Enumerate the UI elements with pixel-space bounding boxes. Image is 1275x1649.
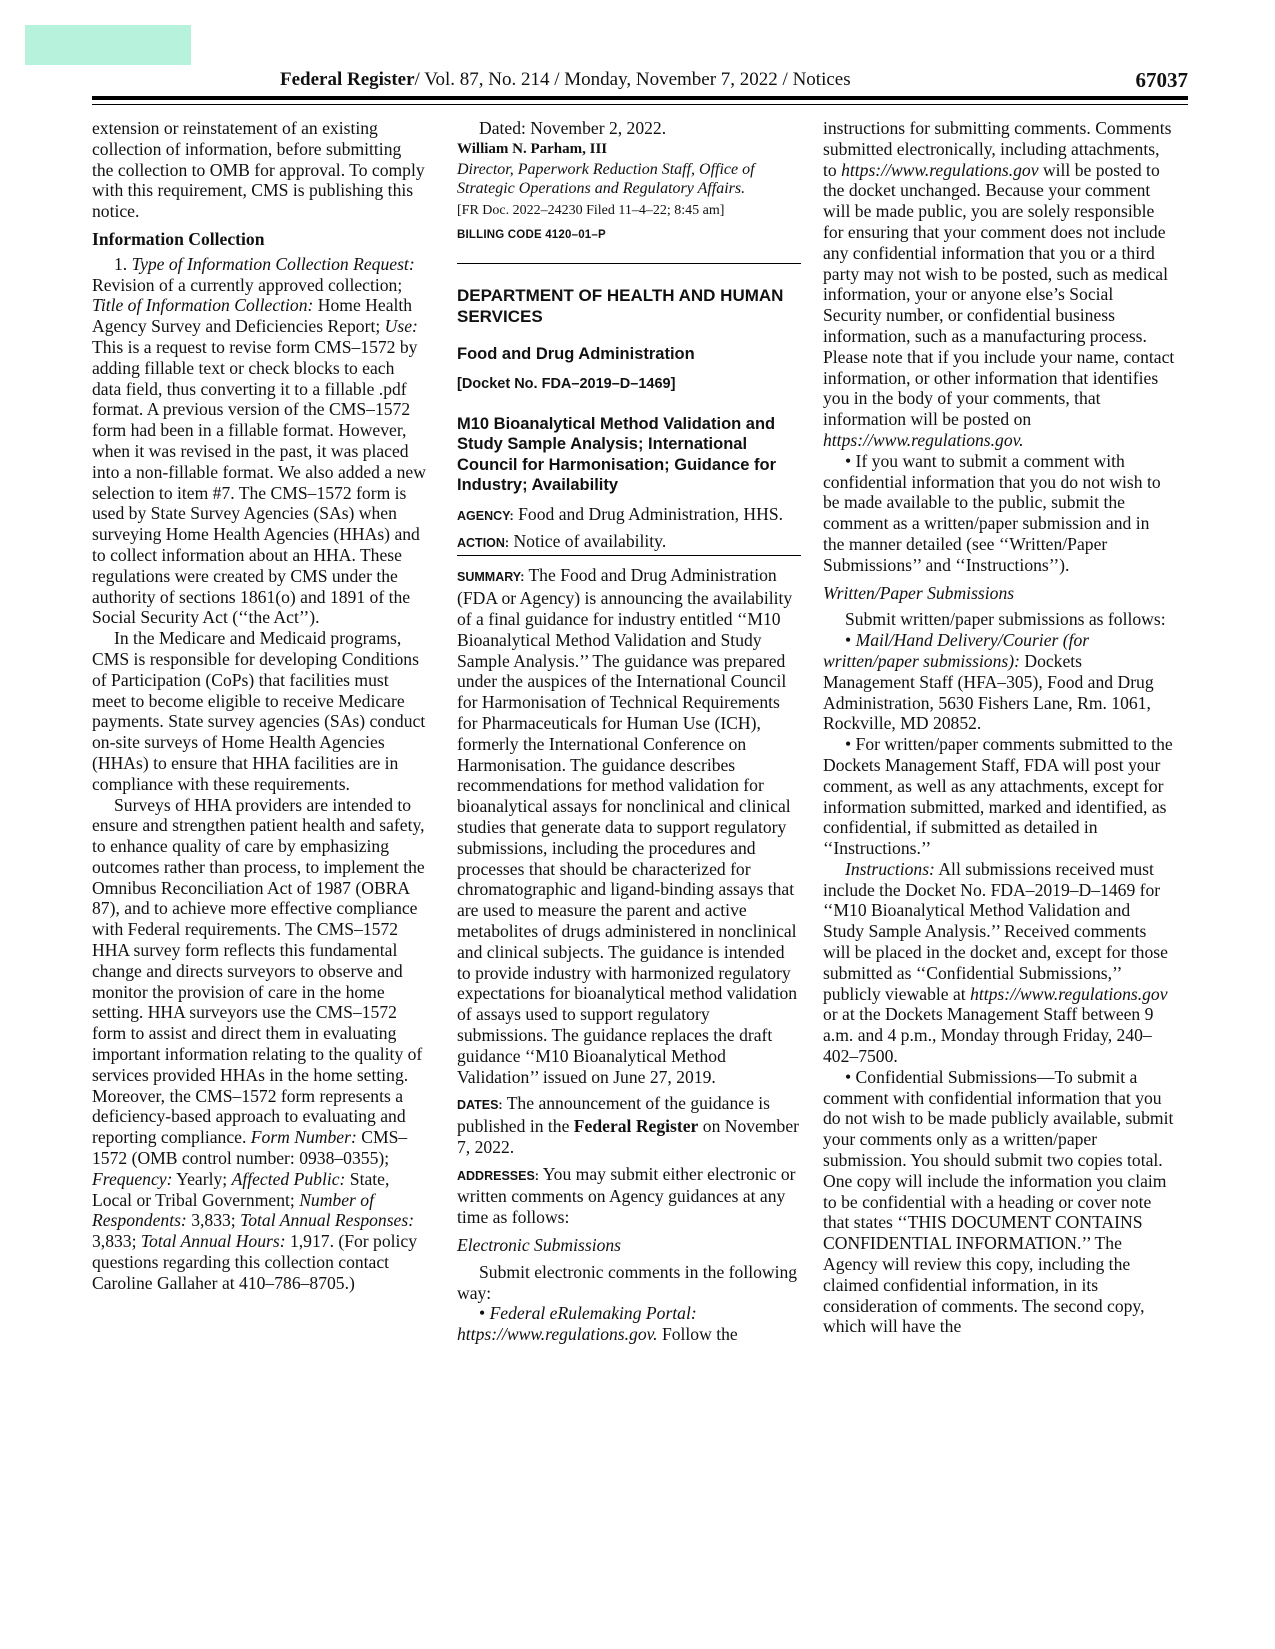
addresses-label: ADDRESSES: [457, 1168, 539, 1183]
text-run: 3,833; [186, 1210, 241, 1231]
column-1 [92, 118, 426, 1294]
dates-label: DATES: [457, 1098, 503, 1113]
italic-run: Instructions: [845, 858, 935, 879]
bullet-paragraph [823, 630, 1175, 734]
text-run: instructions for submitting comments. Comments submitted electronically, including attachments, to [823, 118, 1172, 180]
summary-label: SUMMARY: [457, 570, 525, 585]
text-run: CMS–1572 (OMB control number: 0938–0355); [92, 1127, 408, 1169]
text-run: Revision of a currently approved collection; [92, 274, 403, 295]
text-run: 1. [114, 253, 132, 274]
text-run: This is a request to revise form CMS–1572 by adding fillable text or check blocks to each data field, thus converting it to a fillable .pdf format. A previous version of the CMS–1572 form had been in a fillable format. However, when it was revised in the past, it was placed into a non-fillable format. We also added a new selection to item #7. The CMS–1572 form is used by State Survey Agencies (SAs) when surveying Home Health Agencies (HHAs) and to collect information about an HHA. These regulations were created by CMS under the authority of sections 1861(o) and 1891 of the Social Security Act (‘‘the Act’’). [92, 336, 426, 628]
paragraph: extension or reinstatement of an existing collection of information, before submitting the collection to OMB for approval. To comply with this requirement, CMS is publishing this notice. [92, 118, 425, 222]
paragraph [92, 795, 426, 1294]
docket-number: [Docket No. FDA–2019–D–1469] [457, 375, 676, 392]
dates-text-post: on November 7, 2022. [457, 1116, 800, 1157]
italic-run: Frequency: [92, 1168, 173, 1189]
bullet-paragraph: • If you want to submit a comment with confidential information that you do not wish to be made available to the public, submit the comment as a written/paper submission and in the manner detailed (see ‘‘Written/Paper Submissions’’ and ‘‘Instructions’’). [823, 450, 1161, 575]
fr-doc-line: [FR Doc. 2022–24230 Filed 11–4–22; 8:45 am] [457, 202, 725, 218]
text-run: Yearly; [172, 1168, 232, 1189]
italic-run: https://www.regulations.gov [970, 983, 1168, 1004]
text-run: 1,917. (For policy questions regarding this collection contact Caroline Gallaher at 410–786–8705.) [92, 1231, 418, 1293]
italic-run: https://www.regulations.gov [841, 159, 1039, 180]
italic-run: Type of Information Collection Request: [131, 253, 415, 274]
text-run: or at the Dockets Management Staff between 9 a.m. and 4 p.m., Monday through Friday, 240–402–7500. [823, 1004, 1154, 1067]
text-run: will be posted to the docket unchanged. Because your comment will be made public, you are solely responsible for ensuring that your comment does not include any confidential information that you or a third party may not wish to be posted, such as medical information, your or anyone else’s Social Security number, or confidential business information, such as a manufacturing process. Please note that if you include your name, contact information, or other information that identifies you in the body of your comments, that information will be posted on [823, 159, 1175, 430]
written-submissions-heading: Written/Paper Submissions [823, 582, 1015, 603]
text-run: Dockets Management Staff (HFA–305), Food and Drug Administration, 5630 Fishers Lane, Rm. 1061, Rockville, MD 20852. [823, 650, 1154, 734]
paragraph: Submit electronic comments in the following way: [457, 1261, 798, 1303]
sub-agency-heading: Food and Drug Administration [457, 345, 695, 364]
action-row [457, 531, 801, 554]
italic-run: Title of Information Collection: [92, 295, 314, 316]
summary-text: The Food and Drug Administration (FDA or Agency) is announcing the availability of a final guidance for industry entitled ‘‘M10 Bioanalytical Method Validation and Study Sample Analysis.’’ The guidance was prepared under the auspices of the International Council for Harmonisation of Technical Requirements for Pharmaceuticals for Human Use (ICH), formerly the International Conference on Harmonisation. The guidance describes recommendations for method validation for bioanalytical assays for nonclinical and clinical studies that generate data to support regulatory submissions, including the procedures and processes that should be characterized for chromatographic and ligand-binding assays that are used to measure the parent and active metabolites of drugs administered in nonclinical and clinical subjects. The guidance is intended to provide industry with harmonized regulatory expectations for bioanalytical method validation of assays used to support regulatory submissions. The guidance replaces the draft guidance ‘‘M10 Bioanalytical Method Validation’’ issued on June 27, 2019. [457, 565, 798, 1087]
portal-bullet [457, 1303, 801, 1345]
bullet-paragraph: • Confidential Submissions—To submit a comment with confidential information that you do not wish to be made publicly available, submit your comments only as a written/paper submission. You should submit two copies total. One copy will include the information you claim to be confidential with a heading or cover note that states ‘‘THIS DOCUMENT CONTAINS CONFIDENTIAL INFORMATION.’’ The Agency will review this copy, including the claimed confidential information, in its consideration of comments. The second copy, which will have the [823, 1066, 1174, 1337]
paragraph: In the Medicare and Medicaid programs, CMS is responsible for developing Conditions of Participation (CoPs) that facilities must meet to become eligible to receive Medicare payments. State survey agencies (SAs) conduct on-site surveys of Home Health Agencies (HHAs) to ensure that HHA facilities are in compliance with these requirements. [92, 628, 426, 794]
text-run: 3,833; [92, 1231, 141, 1252]
column-3 [823, 118, 1175, 1337]
italic-run: Total Annual Responses: [240, 1210, 415, 1231]
header-rule-thin [92, 104, 1188, 105]
action-divider [457, 555, 801, 556]
portal-label: Federal eRulemaking Portal: https://www.regulations.gov. [457, 1303, 697, 1345]
addresses-text: You may submit either electronic or written comments on Agency guidances at any time as follows: [457, 1163, 796, 1228]
section-heading: Information Collection [92, 228, 265, 249]
addresses-row [457, 1164, 801, 1228]
action-text: Notice of availability. [509, 530, 667, 551]
text-run: State, Local or Tribal Government; [92, 1168, 390, 1210]
publication-name: Federal Register [280, 69, 415, 90]
page-number: 67037 [1135, 68, 1188, 92]
portal-rest: Follow the [657, 1324, 738, 1345]
italic-run: https://www.regulations.gov. [823, 429, 1024, 450]
agency-text: Food and Drug Administration, HHS. [513, 503, 784, 524]
agency-label: AGENCY: [457, 508, 514, 523]
document-title: M10 Bioanalytical Method Validation and Study Sample Analysis; International Council for Harmonisation; Guidance for Industry; Availability [457, 414, 777, 495]
department-heading: DEPARTMENT OF HEALTH AND HUMAN SERVICES [457, 286, 784, 327]
italic-run: Total Annual Hours: [140, 1231, 286, 1252]
text-run: • [845, 630, 856, 651]
bullet: • [479, 1303, 490, 1324]
billing-code: BILLING CODE 4120–01–P [457, 229, 606, 242]
paragraph [823, 118, 1175, 451]
issue-info: / Vol. 87, No. 214 / Monday, November 7, 2022 / Notices [414, 69, 851, 90]
section-divider [457, 263, 801, 264]
header-rule-thick [92, 96, 1188, 100]
paragraph [92, 254, 426, 628]
electronic-submissions-heading: Electronic Submissions [457, 1235, 622, 1256]
italic-run: Number of Respondents: [92, 1189, 374, 1231]
italic-run: Mail/Hand Delivery/Courier (for written/paper submissions): [823, 630, 1090, 671]
dated-line: Dated: November 2, 2022. [479, 118, 667, 138]
action-label: ACTION: [457, 535, 510, 550]
italic-run: Affected Public: [231, 1168, 346, 1189]
column-2 [457, 118, 801, 1345]
text-run: Home Health Agency Survey and Deficiencies Report; [92, 295, 413, 337]
italic-run: Use: [384, 316, 418, 337]
text-run: All submissions received must include the Docket No. FDA–2019–D–1469 for ‘‘M10 Bioanalytical Method Validation and Study Sample Analysis.’’ Received comments will be placed in the docket and, except for those submitted as ‘‘Confidential Submissions,’’ publicly viewable at [823, 858, 1168, 1004]
paragraph: Submit written/paper submissions as follows: [845, 609, 1166, 630]
highlight-tag [25, 25, 191, 65]
signer-name: William N. Parham, III [457, 140, 608, 157]
signer-title: Director, Paperwork Reduction Staff, Office of Strategic Operations and Regulatory Affairs. [457, 160, 755, 197]
dates-row [457, 1093, 801, 1157]
paragraph [823, 859, 1175, 1067]
agency-row [457, 504, 801, 527]
bullet-paragraph: • For written/paper comments submitted to the Dockets Management Staff, FDA will post your comment, as well as any attachments, except for information submitted, marked and identified, as confidential, if submitted as detailed in ‘‘Instructions.’’ [823, 734, 1173, 859]
page-header [90, 66, 1188, 96]
dates-text-bold: Federal Register [573, 1116, 699, 1137]
italic-run: Form Number: [250, 1127, 357, 1148]
dates-text-pre: The announcement of the guidance is published in the [457, 1093, 771, 1137]
summary-row [457, 565, 801, 1087]
text-run: Surveys of HHA providers are intended to ensure and strengthen patient health and safety, to enhance quality of care by emphasizing outcomes rather than process, to implement the Omnibus Reconciliation Act of 1987 (OBRA 87), and to achieve more effective compliance with Federal requirements. The CMS–1572 HHA survey form reflects this fundamental change and directs surveyors to observe and monitor the provision of care in the home setting. HHA surveyors use the CMS–1572 form to assist and direct them in evaluating important information relating to the quality of services provided HHAs in the home setting. Moreover, the CMS–1572 form represents a deficiency-based approach to evaluating and reporting compliance. [92, 794, 425, 1148]
